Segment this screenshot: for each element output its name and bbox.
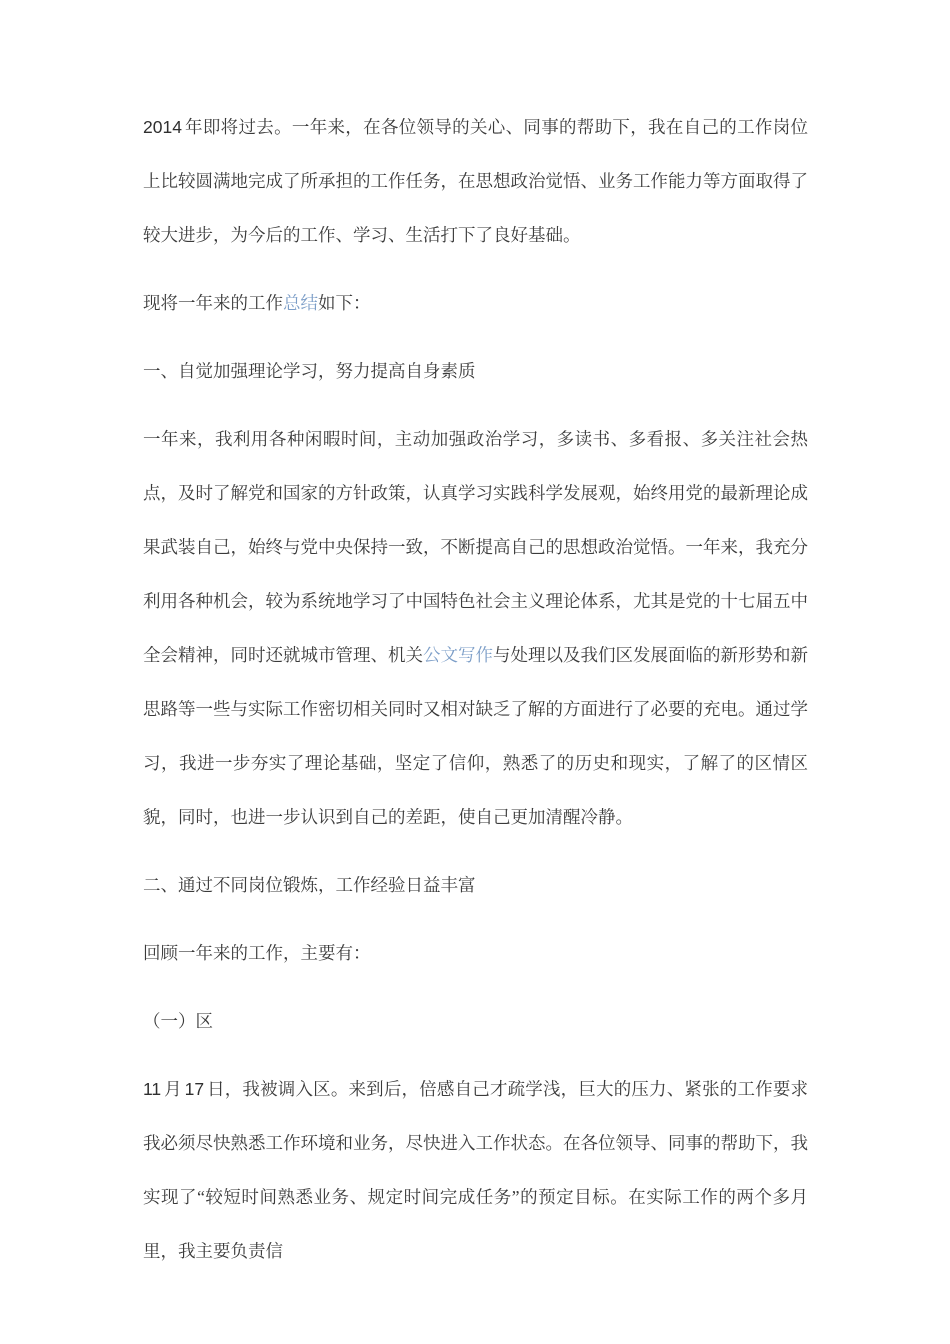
paragraph — [143, 276, 808, 330]
inline-link[interactable]: 公文写作 — [423, 645, 493, 665]
document-body — [143, 100, 808, 1278]
numeral: 11 — [143, 1079, 162, 1099]
text-run: 如下： — [318, 293, 371, 313]
text-run: 年即将过去。一年来，在各位领导的关心、同事的帮助下，我在自己的工作岗位上比较圆满地完成了所承担的工作任务，在思想政治觉悟、业务工作能力等方面取得了较大进步，为今后的工作、学习、生活打下了良好基础。 — [143, 117, 808, 245]
paragraph — [143, 994, 808, 1048]
numeral: 17 — [184, 1079, 205, 1099]
numeral: 2014 — [143, 117, 182, 137]
text-run: 现将一年来的工作 — [143, 293, 283, 313]
section-heading — [143, 344, 808, 398]
text-run: 日，我被调入区。来到后，倍感自己才疏学浅，巨大的压力、紧张的工作要求我必须尽快熟悉工作环境和业务，尽快进入工作状态。在各位领导、同事的帮助下，我实现了“较短时间熟悉业务、规定时间完成任务”的预定目标。在实际工作的两个多月里，我主要负责信 — [143, 1079, 808, 1261]
inline-link[interactable]: 总结 — [283, 293, 318, 313]
text-run: 与处理以及我们区发展面临的新形势和新思路等一些与实际工作密切相关同时又相对缺乏了解的方面进行了必要的充电。通过学习，我进一步夯实了理论基础，坚定了信仰，熟悉了的历史和现实，了解了的区情区貌，同时，也进一步认识到自己的差距，使自己更加清醒冷静。 — [143, 645, 808, 827]
paragraph — [143, 412, 808, 844]
text-run: 月 — [163, 1079, 182, 1099]
paragraph — [143, 100, 808, 262]
text-run: 二、通过不同岗位锻炼，工作经验日益丰富 — [143, 875, 476, 895]
section-heading — [143, 858, 808, 912]
text-run: 一年来，我利用各种闲暇时间，主动加强政治学习，多读书、多看报、多关注社会热点，及时了解党和国家的方针政策，认真学习实践科学发展观，始终用党的最新理论成果武装自己，始终与党中央保持一致，不断提高自己的思想政治觉悟。一年来，我充分利用各种机会，较为系统地学习了中国特色社会主义理论体系，尤其是党的十七届五中全会精神，同时还就城市管理、机关 — [143, 429, 808, 665]
paragraph — [143, 926, 808, 980]
text-run: 回顾一年来的工作，主要有： — [143, 943, 371, 963]
paragraph — [143, 1062, 808, 1278]
text-run: （一）区 — [143, 1011, 213, 1031]
text-run: 一、自觉加强理论学习，努力提高自身素质 — [143, 361, 476, 381]
